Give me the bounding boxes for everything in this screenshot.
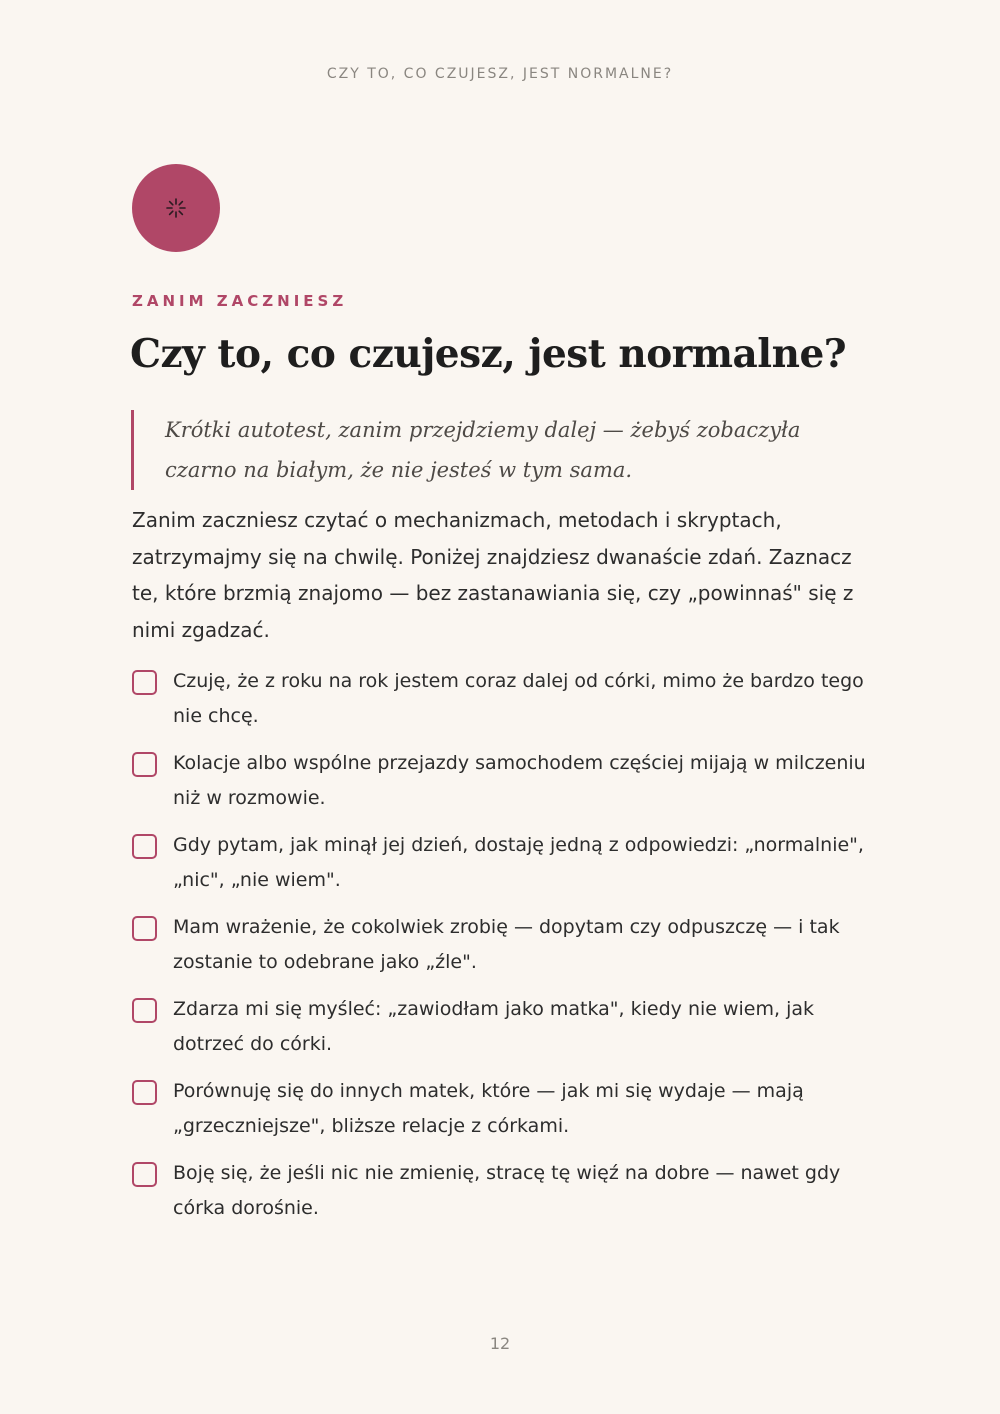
checklist-item-text: Czuję, że z roku na rok jestem coraz dalej od córki, mimo że bardzo tego nie chcę.: [173, 670, 864, 727]
section-badge: [132, 164, 220, 252]
checkbox[interactable]: [132, 916, 157, 941]
checklist-item: [132, 747, 872, 815]
page-title: Czy to, co czujesz, jest normalne?: [130, 331, 847, 377]
checklist-item: [132, 993, 872, 1061]
checkbox[interactable]: [132, 752, 157, 777]
self-test-checklist: [132, 665, 872, 1239]
checkbox[interactable]: [132, 1162, 157, 1187]
checkbox[interactable]: [132, 998, 157, 1023]
checklist-item: [132, 1075, 872, 1143]
checkbox[interactable]: [132, 670, 157, 695]
checklist-item: [132, 911, 872, 979]
checkbox[interactable]: [132, 1080, 157, 1105]
page-number: 12: [489, 1334, 511, 1353]
checklist-item: [132, 829, 872, 897]
section-eyebrow: ZANIM ZACZNIESZ: [132, 292, 348, 310]
checklist-item-text: Kolacje albo wspólne przejazdy samochodem częściej mijają w milczeniu niż w rozmowie.: [173, 752, 866, 809]
sparkle-icon: [165, 197, 187, 219]
checklist-item-text: Porównuję się do innych matek, które — jak mi się wydaje — mają „grzeczniejsze", bliższe relacje z córkami.: [173, 1080, 804, 1137]
checkbox[interactable]: [132, 834, 157, 859]
checklist-item-text: Boję się, że jeśli nic nie zmienię, stracę tę więź na dobre — nawet gdy córka dorośnie.: [173, 1162, 841, 1219]
running-header: CZY TO, CO CZUJESZ, JEST NORMALNE?: [326, 66, 674, 82]
checklist-item-text: Gdy pytam, jak minął jej dzień, dostaję jedną z odpowiedzi: „normalnie", „nic", „nie wiem".: [173, 834, 864, 891]
checklist-item-text: Mam wrażenie, że cokolwiek zrobię — dopytam czy odpuszczę — i tak zostanie to odebrane jako „źle".: [173, 916, 840, 973]
checklist-item-text: Zdarza mi się myśleć: „zawiodłam jako matka", kiedy nie wiem, jak dotrzeć do córki.: [173, 998, 815, 1055]
intro-paragraph: Zanim zaczniesz czytać o mechanizmach, metodach i skryptach, zatrzymajmy się na chwilę. Poniżej znajdziesz dwanaście zdań. Zaznacz te, które brzmią znajomo — bez zastanawiania się, czy „powinnaś" się z nimi zgadzać.: [132, 508, 854, 642]
checklist-item: [132, 665, 872, 733]
pull-quote: Krótki autotest, zanim przejdziemy dalej — żebyś zobaczyła czarno na białym, że nie jesteś w tym sama.: [131, 410, 865, 490]
checklist-item: [132, 1157, 872, 1225]
